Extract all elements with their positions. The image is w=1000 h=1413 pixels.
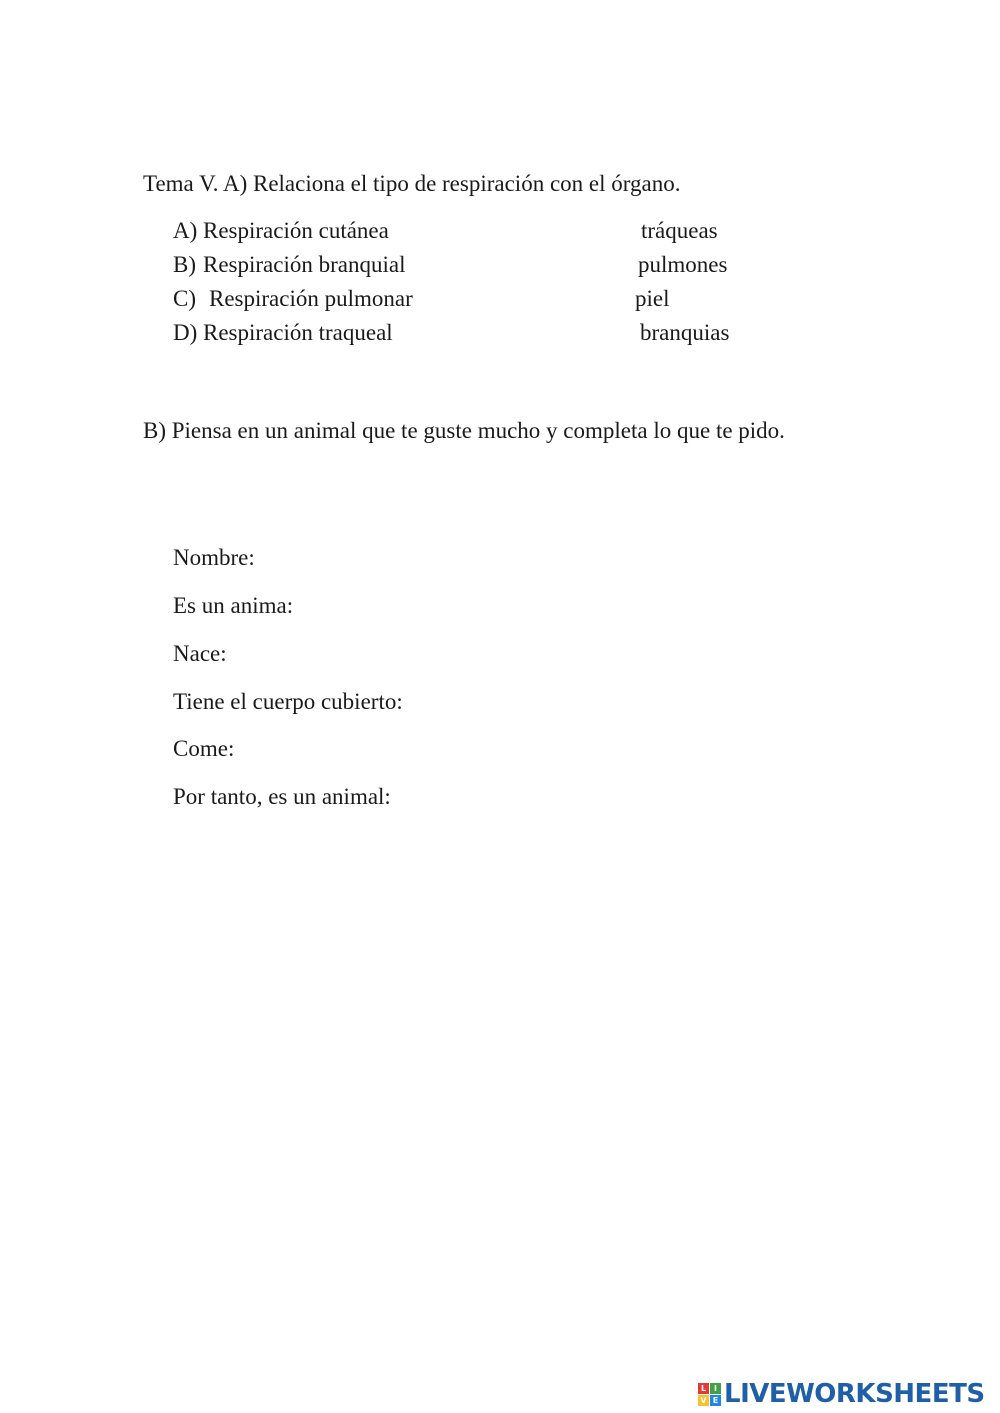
section-b-heading: B) Piensa en un animal que te guste mucho y completa lo que te pido. (143, 418, 785, 443)
field-label: Por tanto, es un animal: (173, 784, 391, 809)
row-letter: A) (173, 218, 198, 243)
organ-name: tráqueas (641, 218, 718, 243)
respiration-type: Respiración cutánea (203, 218, 389, 243)
row-letter: D) (173, 320, 198, 345)
logo-mark-icon (698, 1383, 721, 1406)
respiration-type: Respiración traqueal (203, 320, 393, 345)
organ-name: pulmones (638, 252, 728, 277)
logo-text: LIVEWORKSHEETS (724, 1379, 985, 1409)
row-letter: C) (173, 286, 196, 311)
respiration-type: Respiración branquial (203, 252, 406, 277)
field-label: Nombre: (173, 545, 255, 570)
match-row (0, 214, 1000, 248)
logo-mark-letter: E (710, 1395, 721, 1406)
match-row (0, 248, 1000, 282)
field-label: Es un anima: (173, 593, 294, 618)
match-row (0, 316, 1000, 350)
field-label: Tiene el cuerpo cubierto: (173, 689, 403, 714)
match-row (0, 282, 1000, 316)
field-label: Come: (173, 736, 235, 761)
organ-name: branquias (640, 320, 730, 345)
respiration-type: Respiración pulmonar (209, 286, 413, 311)
field-label: Nace: (173, 641, 227, 666)
row-letter: B) (173, 252, 196, 277)
liveworksheets-logo (698, 1378, 985, 1410)
logo-mark-letter: V (698, 1395, 709, 1406)
organ-name: piel (635, 286, 670, 311)
section-a-heading: Tema V. A) Relaciona el tipo de respiración con el órgano. (143, 171, 681, 196)
logo-mark-letter: I (710, 1383, 721, 1394)
logo-mark-letter: L (698, 1383, 709, 1394)
